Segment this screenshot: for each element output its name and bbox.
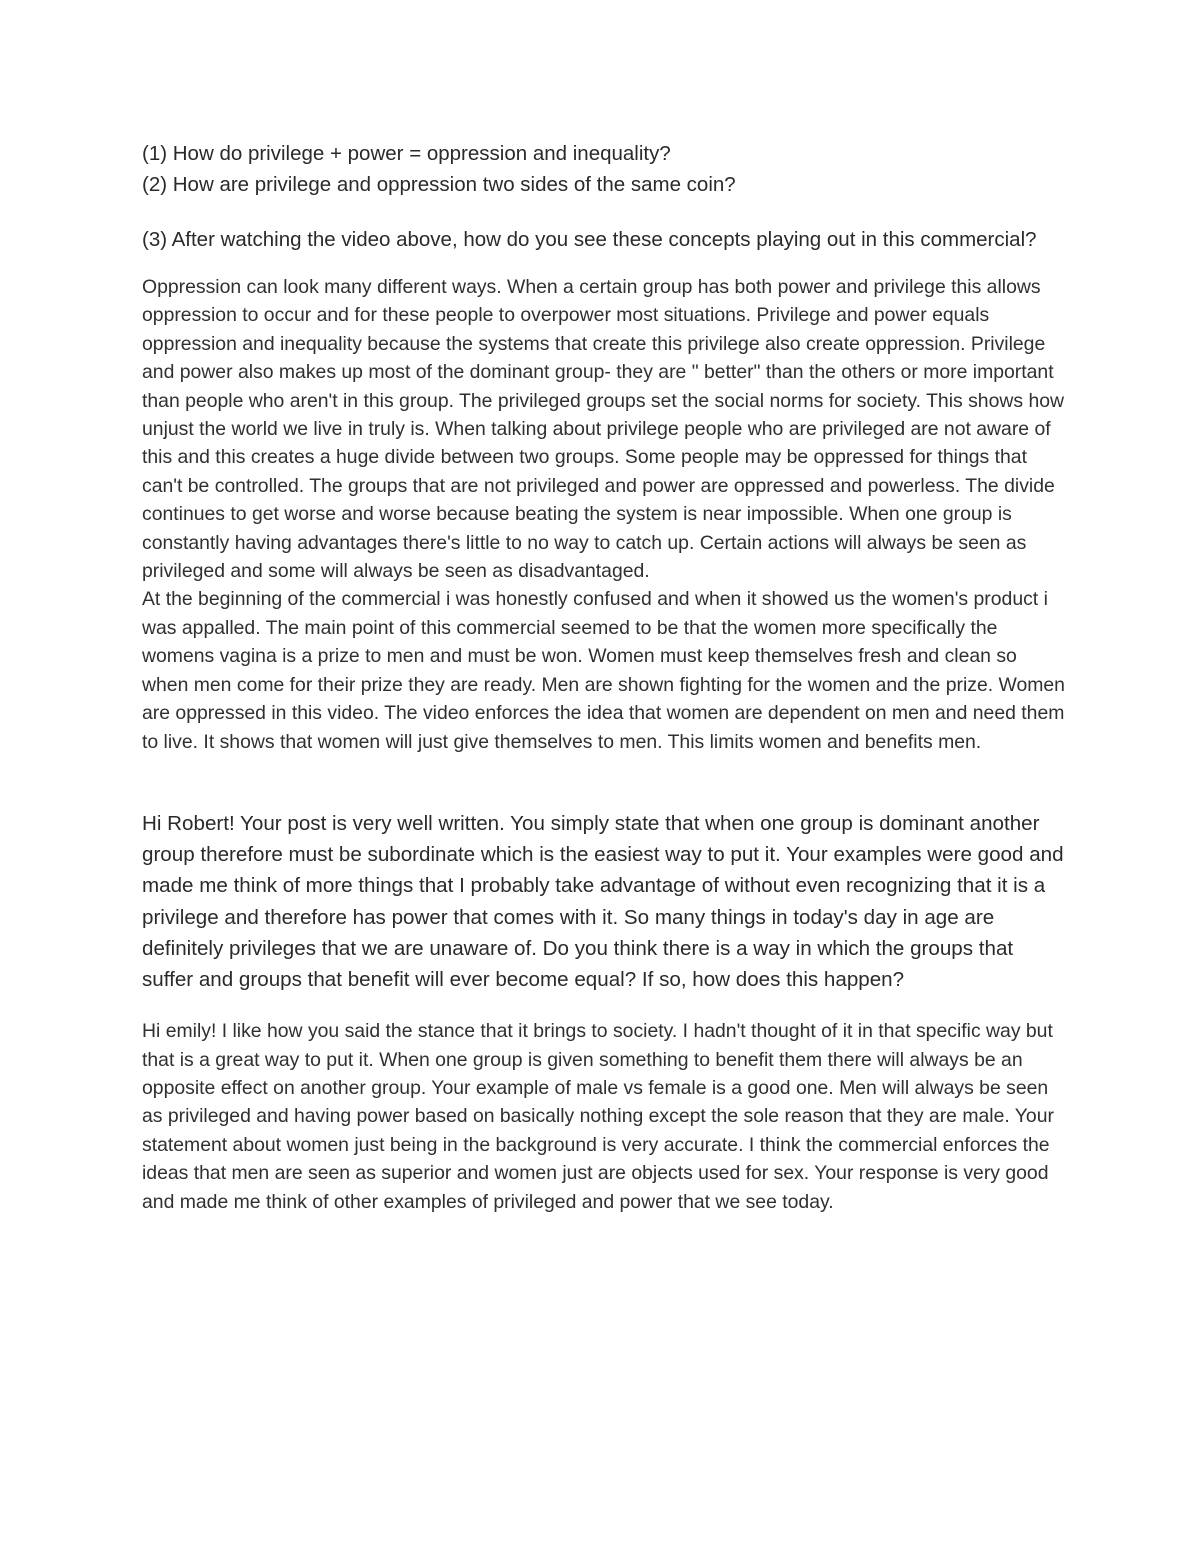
question-2: (2) How are privilege and oppression two sides of the same coin?	[142, 173, 736, 196]
discussion-questions	[142, 138, 1067, 255]
reply-to-robert	[142, 808, 1067, 995]
reply-robert-text: Hi Robert! Your post is very well written. You simply state that when one group is dominant another group therefore must be subordinate which is the easiest way to put it. Your examples were good and made me think of more things that I probably take advantage of without even recognizing that it is a privilege and therefore has power that comes with it. So many things in today's day in age are definitely privileges that we are unaware of. Do you think there is a way in which the groups that suffer and groups that benefit will ever become equal? If so, how does this happen?	[142, 811, 1064, 991]
reply-emily-text: Hi emily! I like how you said the stance that it brings to society. I hadn't thought of it in that specific way but that is a great way to put it. When one group is given something to benefit them there will always be an opposite effect on another group. Your example of male vs female is a good one. Men will always be seen as privileged and having power based on basically nothing except the sole reason that they are male. Your statement about women just being in the background is very accurate. I think the commercial enforces the ideas that men are seen as superior and women just are objects used for sex. Your response is very good and made me think of other examples of privileged and power that we see today.	[142, 1020, 1054, 1213]
essay-paragraph-1: Oppression can look many different ways. When a certain group has both power and privilege this allows oppression to occur and for these people to overpower most situations. Privilege and power equals oppression and inequality because the systems that create this privilege also create oppression. Privilege and power also makes up most of the dominant group- they are " better" than the others or more important than people who aren't in this group. The privileged groups set the social norms for society. This shows how unjust the world we live in truly is. When talking about privilege people who are privileged are not aware of this and this creates a huge divide between two groups. Some people may be oppressed for things that can't be controlled. The groups that are not privileged and power are oppressed and powerless. The divide continues to get worse and worse because beating the system is near impossible. When one group is constantly having advantages there's little to no way to catch up. Certain actions will always be seen as privileged and some will always be seen as disadvantaged.	[142, 276, 1065, 583]
essay-paragraph-2: At the beginning of the commercial i was honestly confused and when it showed us the women's product i was appalled. The main point of this commercial seemed to be that the women more specifically the womens vagina is a prize to men and must be won. Women must keep themselves fresh and clean so when men come for their prize they are ready. Men are shown fighting for the women and the prize. Women are oppressed in this video. The video enforces the idea that women are dependent on men and need them to live. It shows that women will just give themselves to men. This limits women and benefits men.	[142, 588, 1065, 753]
question-3: (3) After watching the video above, how do you see these concepts playing out in this commercial?	[142, 228, 1037, 251]
essay-response	[142, 273, 1067, 756]
document-page	[142, 138, 1067, 1216]
reply-to-emily	[142, 1017, 1067, 1216]
question-1: (1) How do privilege + power = oppression and inequality?	[142, 142, 671, 165]
